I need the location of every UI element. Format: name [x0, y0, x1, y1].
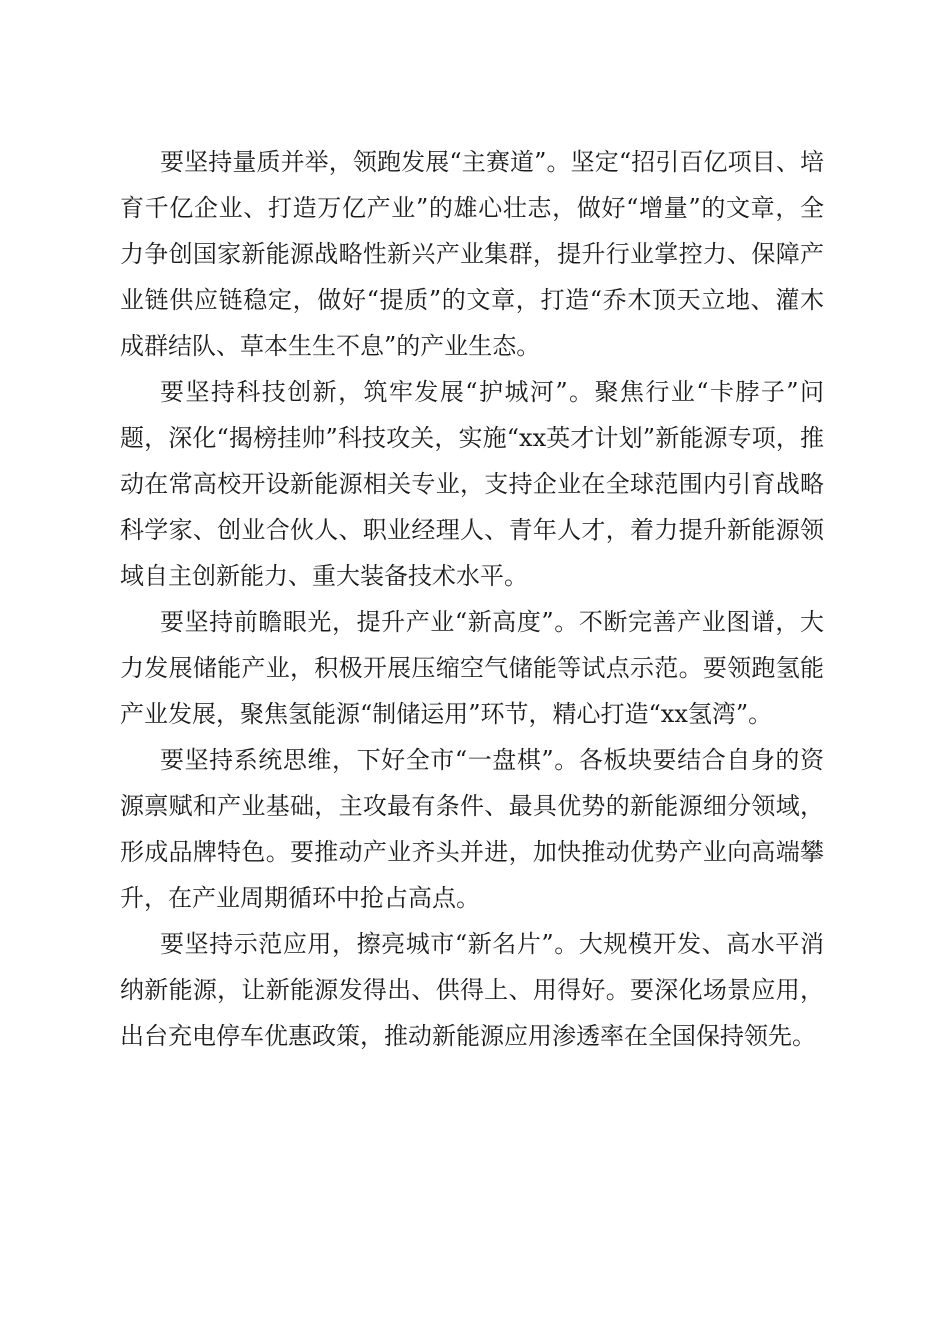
paragraph-demo-application: 要坚持示范应用，擦亮城市“新名片”。大规模开发、高水平消纳新能源，让新能源发得出、供得上、用得好。要深化场景应用，出台充电停车优惠政策，推动新能源应用渗透率在全国保持领先。 — [120, 930, 824, 1050]
paragraph-tech-innovation: 要坚持科技创新，筑牢发展“护城河”。聚焦行业“卡脖子”问题，深化“揭榜挂帅”科技攻关，实施“xx英才计划”新能源专项，推动在常高校开设新能源相关专业，支持企业在全球范围内引育战略科学家、创业合伙人、职业经理人、青年人才，着力提升新能源领域自主创新能力、重大装备技术水平。 — [120, 378, 824, 590]
paragraph-systems-thinking: 要坚持系统思维，下好全市“一盘棋”。各板块要结合自身的资源禀赋和产业基础，主攻最有条件、最具优势的新能源细分领域，形成品牌特色。要推动产业齐头并进，加快推动优势产业向高端攀升，在产业周期循环中抢占高点。 — [120, 746, 824, 912]
paragraph-forward-vision: 要坚持前瞻眼光，提升产业“新高度”。不断完善产业图谱，大力发展储能产业，积极开展压缩空气储能等试点示范。要领跑氢能产业发展，聚焦氢能源“制储运用”环节，精心打造“xx氢湾”。 — [120, 608, 824, 728]
paragraph-quality-and-quantity: 要坚持量质并举，领跑发展“主赛道”。坚定“招引百亿项目、培育千亿企业、打造万亿产业”的雄心壮志，做好“增量”的文章，全力争创国家新能源战略性新兴产业集群，提升行业掌控力、保障产业链供应链稳定，做好“提质”的文章，打造“乔木顶天立地、灌木成群结队、草本生生不息”的产业生态。 — [120, 148, 824, 360]
document-body — [120, 139, 824, 1059]
